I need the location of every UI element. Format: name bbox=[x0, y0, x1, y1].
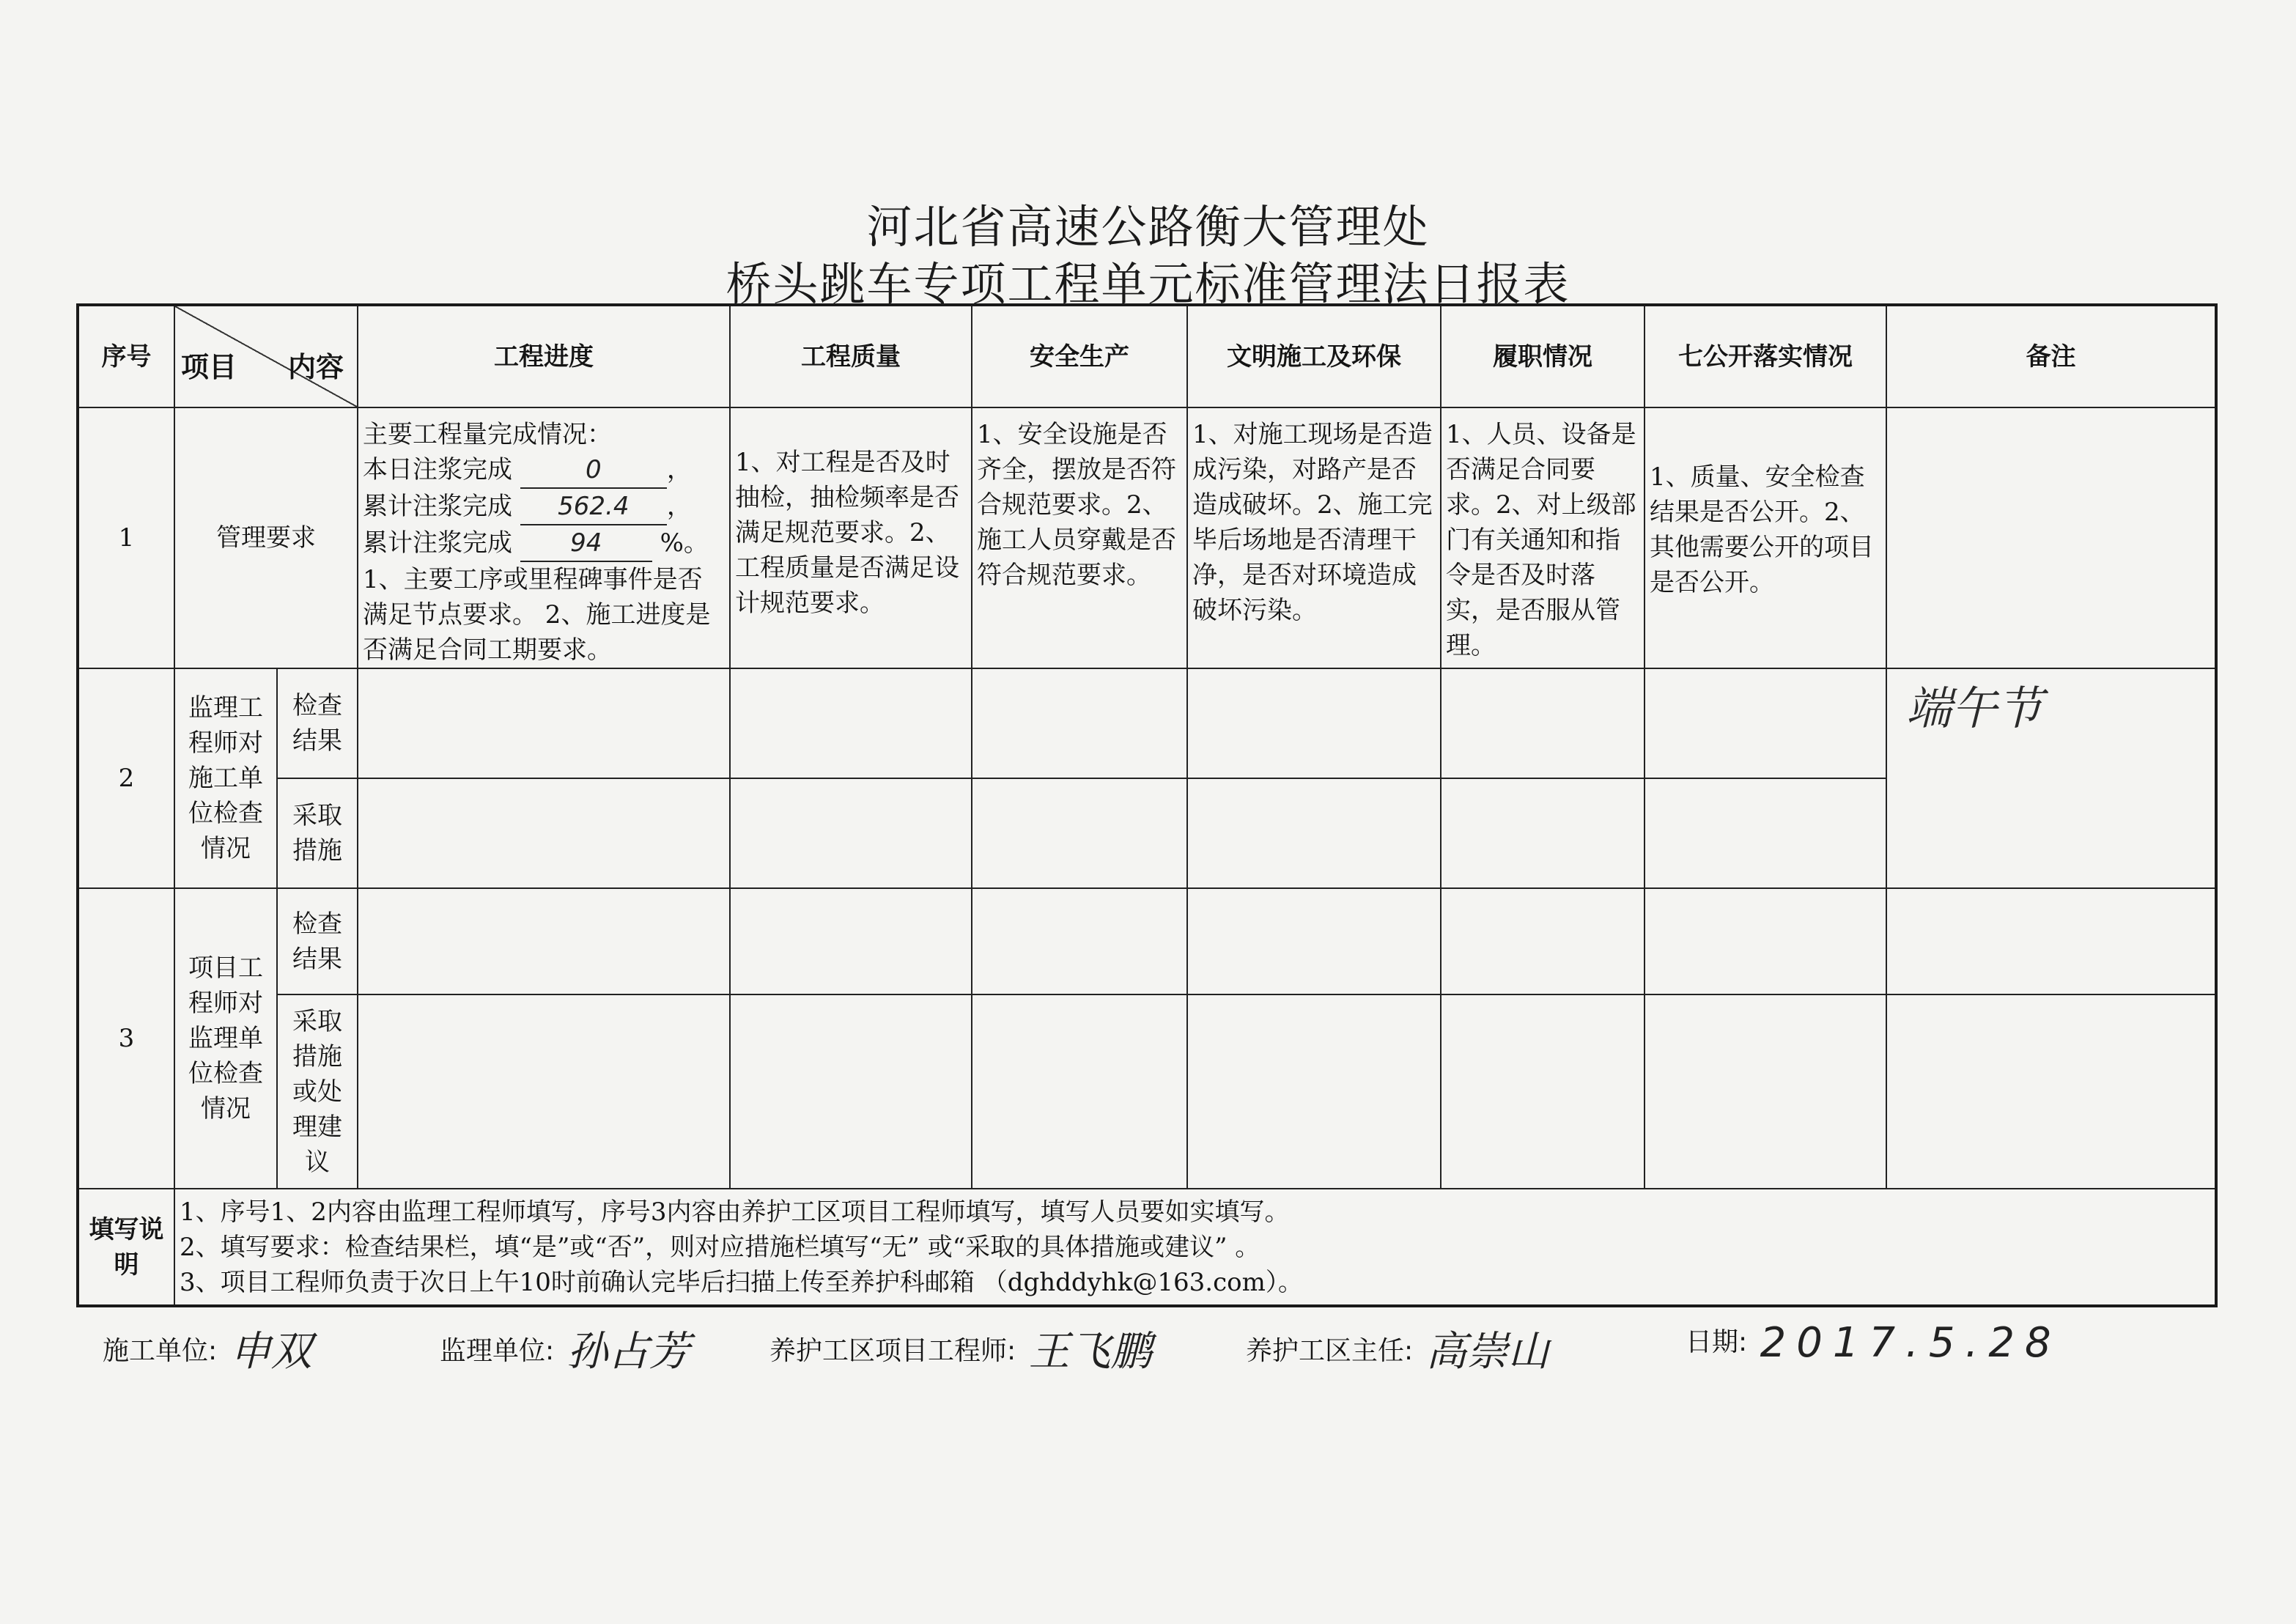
row3-check-memo[interactable] bbox=[1886, 888, 2216, 994]
row-supervisor-check-result bbox=[78, 668, 2216, 778]
row1-seq: 1 bbox=[78, 407, 174, 668]
col-item-content-header bbox=[174, 305, 358, 407]
document-title-line1: 河北省高速公路衡大管理处 bbox=[866, 200, 1430, 254]
col-disclosure-header: 七公开落实情况 bbox=[1645, 305, 1886, 407]
progress-intro: 主要工程量完成情况： bbox=[363, 420, 612, 449]
header-row bbox=[78, 305, 2216, 407]
col-seq-header: 序号 bbox=[78, 305, 174, 407]
row2-seq: 2 bbox=[78, 668, 174, 888]
row1-progress-cell bbox=[358, 407, 730, 668]
row3-check-progress[interactable] bbox=[358, 888, 730, 994]
row-engineer-check-result bbox=[78, 888, 2216, 994]
col-duty-header: 履职情况 bbox=[1441, 305, 1645, 407]
col-memo-header: 备注 bbox=[1886, 305, 2216, 407]
row1-label: 管理要求 bbox=[174, 407, 358, 668]
row3-measure-memo[interactable] bbox=[1886, 994, 2216, 1189]
row1-memo-cell bbox=[1886, 407, 2216, 668]
row3-check-label: 检查结果 bbox=[277, 888, 358, 994]
contractor-label: 施工单位: bbox=[103, 1336, 218, 1366]
col-progress-header: 工程进度 bbox=[358, 305, 730, 407]
row3-measure-label: 采取措施或处理建议 bbox=[277, 994, 358, 1189]
cumulative-percent-line bbox=[363, 525, 725, 562]
notes-label: 填写说明 bbox=[78, 1189, 174, 1306]
progress-requirements: 1、主要工序或里程碑事件是否满足节点要求。 2、施工进度是否满足合同工期要求。 bbox=[363, 565, 711, 665]
date-label: 日期: bbox=[1686, 1327, 1748, 1357]
signature-footer bbox=[0, 1297, 2296, 1385]
date-block bbox=[1686, 1313, 2061, 1367]
engineer-label: 养护工区项目工程师: bbox=[769, 1336, 1016, 1366]
cumulative-grouting-label: 累计注浆完成 bbox=[363, 492, 512, 521]
row3-measure-quality[interactable] bbox=[730, 994, 972, 1189]
row2-check-progress[interactable] bbox=[358, 668, 730, 778]
engineer-signature-block bbox=[769, 1313, 1152, 1376]
row1-safety-cell: 1、安全设施是否齐全，摆放是否符合规范要求。2、施工人员穿戴是否符合规范要求。 bbox=[972, 407, 1187, 668]
row2-measure-label: 采取措施 bbox=[277, 778, 358, 888]
cumulative-percent-unit: %。 bbox=[660, 528, 709, 558]
row3-measure-progress[interactable] bbox=[358, 994, 730, 1189]
row3-check-safety[interactable] bbox=[972, 888, 1187, 994]
row2-measure-progress[interactable] bbox=[358, 778, 730, 888]
daily-report-table bbox=[76, 303, 2218, 1307]
col-item-label: 项目 bbox=[181, 351, 237, 383]
row2-memo-cell bbox=[1886, 668, 2216, 888]
row3-seq: 3 bbox=[78, 888, 174, 1189]
col-civil-header: 文明施工及环保 bbox=[1187, 305, 1441, 407]
daily-grouting-line: 本日注浆完成 0 ， bbox=[363, 452, 725, 489]
row3-measure-safety[interactable] bbox=[972, 994, 1187, 1189]
notes-line-3: 3、项目工程师负责于次日上午10时前确认完毕后扫描上传至养护科邮箱 （dghddyhk@163.com）。 bbox=[180, 1267, 1303, 1297]
row-filling-instructions bbox=[78, 1189, 2216, 1306]
supervisor-signature: 孙占芳 bbox=[566, 1328, 690, 1376]
row2-label: 监理工程师对施工单位检查情况 bbox=[174, 668, 277, 888]
row3-check-disclosure[interactable] bbox=[1645, 888, 1886, 994]
contractor-signature-block bbox=[103, 1313, 312, 1376]
supervisor-signature-block bbox=[440, 1313, 690, 1376]
row3-label: 项目工程师对监理单位检查情况 bbox=[174, 888, 277, 1189]
cumulative-grouting-value: 562.4 bbox=[520, 489, 667, 525]
row1-quality-cell: 1、对工程是否及时抽检，抽检频率是否满足规范要求。2、工程质量是否满足设计规范要求。 bbox=[730, 407, 972, 668]
director-signature-block bbox=[1246, 1313, 1549, 1376]
row2-check-duty[interactable] bbox=[1441, 668, 1645, 778]
row2-check-label: 检查结果 bbox=[277, 668, 358, 778]
row-management-requirements bbox=[78, 407, 2216, 668]
cumulative-grouting-line: 累计注浆完成 562.4 ， bbox=[363, 489, 725, 525]
cumulative-percent-label: 累计注浆完成 bbox=[363, 528, 512, 558]
notes-content bbox=[174, 1189, 2216, 1306]
daily-grouting-label: 本日注浆完成 bbox=[363, 455, 512, 484]
row2-check-disclosure[interactable] bbox=[1645, 668, 1886, 778]
date-value: 2017.5.28 bbox=[1760, 1319, 2061, 1367]
row3-measure-duty[interactable] bbox=[1441, 994, 1645, 1189]
row3-measure-civil[interactable] bbox=[1187, 994, 1441, 1189]
row1-disclosure-cell: 1、质量、安全检查结果是否公开。2、其他需要公开的项目是否公开。 bbox=[1645, 407, 1886, 668]
row3-check-duty[interactable] bbox=[1441, 888, 1645, 994]
row3-measure-disclosure[interactable] bbox=[1645, 994, 1886, 1189]
contractor-signature: 申双 bbox=[229, 1328, 312, 1376]
row2-measure-safety[interactable] bbox=[972, 778, 1187, 888]
row2-check-civil[interactable] bbox=[1187, 668, 1441, 778]
cumulative-percent-value: 94 bbox=[520, 525, 652, 562]
col-safety-header: 安全生产 bbox=[972, 305, 1187, 407]
memo-handwritten: 端午节 bbox=[1906, 682, 2043, 735]
row2-measure-quality[interactable] bbox=[730, 778, 972, 888]
director-label: 养护工区主任: bbox=[1246, 1336, 1414, 1366]
row3-check-quality[interactable] bbox=[730, 888, 972, 994]
row3-check-civil[interactable] bbox=[1187, 888, 1441, 994]
row2-check-safety[interactable] bbox=[972, 668, 1187, 778]
document-title-line2: 桥头跳车专项工程单元标准管理法日报表 bbox=[726, 257, 1570, 311]
notes-line-1: 1、序号1、2内容由监理工程师填写，序号3内容由养护工区项目工程师填写，填写人员要如实填写。 bbox=[180, 1197, 1290, 1227]
supervisor-label: 监理单位: bbox=[440, 1336, 555, 1366]
col-content-label: 内容 bbox=[287, 351, 344, 383]
daily-grouting-value: 0 bbox=[520, 452, 667, 489]
row2-measure-duty[interactable] bbox=[1441, 778, 1645, 888]
row2-check-quality[interactable] bbox=[730, 668, 972, 778]
engineer-signature: 王飞鹏 bbox=[1028, 1328, 1152, 1376]
row1-duty-cell: 1、人员、设备是否满足合同要求。2、对上级部门有关通知和指令是否及时落实，是否服从管理。 bbox=[1441, 407, 1645, 668]
col-quality-header: 工程质量 bbox=[730, 305, 972, 407]
notes-line-2: 2、填写要求：检查结果栏，填“是”或“否”，则对应措施栏填写“无” 或“采取的具体措施或建议” 。 bbox=[180, 1232, 1260, 1262]
row2-measure-disclosure[interactable] bbox=[1645, 778, 1886, 888]
row1-civil-cell: 1、对施工现场是否造成污染，对路产是否造成破坏。2、施工完毕后场地是否清理干净，是否对环境造成破坏污染。 bbox=[1187, 407, 1441, 668]
row-engineer-measures bbox=[78, 994, 2216, 1189]
row2-measure-civil[interactable] bbox=[1187, 778, 1441, 888]
director-signature: 高崇山 bbox=[1425, 1328, 1549, 1376]
